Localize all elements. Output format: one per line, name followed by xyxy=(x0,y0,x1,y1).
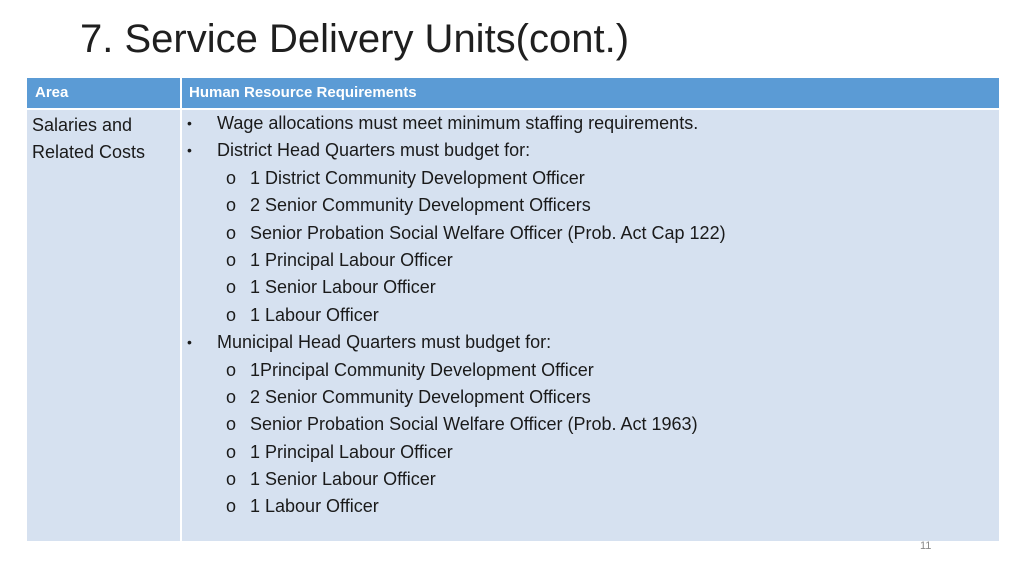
requirement-text: 1 Senior Labour Officer xyxy=(250,469,436,490)
requirement-text: 1 Senior Labour Officer xyxy=(250,277,436,298)
sub-bullet-marker: o xyxy=(226,469,237,490)
bullet-item xyxy=(185,329,985,356)
sub-bullet-item xyxy=(185,274,985,301)
sub-bullet-marker: o xyxy=(226,304,237,325)
requirement-text: 1 Principal Labour Officer xyxy=(250,249,453,270)
area-line: Related Costs xyxy=(32,142,146,162)
sub-bullet-item xyxy=(185,220,985,247)
sub-bullet-item xyxy=(185,165,985,192)
sub-bullet-item xyxy=(185,357,985,384)
requirement-text: Senior Probation Social Welfare Officer (Prob. Act 1963) xyxy=(250,414,698,435)
slide-title: 7. Service Delivery Units(cont.) xyxy=(80,17,630,61)
sub-bullet-item xyxy=(185,384,985,411)
sub-bullet-marker: o xyxy=(226,195,237,216)
area-cell xyxy=(32,112,172,166)
requirement-text: 1Principal Community Development Officer xyxy=(250,359,594,380)
sub-bullet-item xyxy=(185,466,985,493)
bullet-marker: • xyxy=(187,334,192,351)
bullet-marker: • xyxy=(187,115,192,131)
sub-bullet-marker: o xyxy=(226,277,237,298)
requirement-text: District Head Quarters must budget for: xyxy=(217,140,531,161)
sub-bullet-item xyxy=(185,302,985,329)
table-header-row xyxy=(27,78,999,110)
bullet-marker: • xyxy=(187,142,192,159)
requirement-text: Senior Probation Social Welfare Officer (Prob. Act Cap 122) xyxy=(250,222,726,243)
bullet-item xyxy=(185,137,985,164)
requirement-text: 1 District Community Development Officer xyxy=(250,167,585,188)
requirement-text: 1 Principal Labour Officer xyxy=(250,441,453,462)
column-divider xyxy=(180,78,182,541)
sub-bullet-marker: o xyxy=(226,386,237,407)
sub-bullet-marker: o xyxy=(226,359,237,380)
sub-bullet-item xyxy=(185,192,985,219)
requirement-text: 1 Labour Officer xyxy=(250,304,379,325)
requirements-list xyxy=(185,110,985,521)
header-human-resource-requirements: Human Resource Requirements xyxy=(189,84,417,101)
requirement-text: Wage allocations must meet minimum staffing requirements. xyxy=(217,113,699,133)
sub-bullet-marker: o xyxy=(226,222,237,243)
requirement-text: 1 Labour Officer xyxy=(250,496,379,517)
sub-bullet-marker: o xyxy=(226,414,237,435)
requirement-text: 2 Senior Community Development Officers xyxy=(250,386,591,407)
area-line: Salaries and xyxy=(32,115,133,135)
sub-bullet-item xyxy=(185,439,985,466)
page-number: 11 xyxy=(920,540,932,552)
sub-bullet-item xyxy=(185,411,985,438)
sub-bullet-marker: o xyxy=(226,249,237,270)
header-area: Area xyxy=(35,84,69,101)
sub-bullet-marker: o xyxy=(226,441,237,462)
sub-bullet-marker: o xyxy=(226,496,237,517)
requirement-text: 2 Senior Community Development Officers xyxy=(250,195,591,216)
sub-bullet-marker: o xyxy=(226,167,237,188)
bullet-item xyxy=(185,110,985,137)
requirements-table xyxy=(26,77,1000,542)
requirement-text: Municipal Head Quarters must budget for: xyxy=(217,332,552,353)
sub-bullet-item xyxy=(185,493,985,520)
sub-bullet-item xyxy=(185,247,985,274)
